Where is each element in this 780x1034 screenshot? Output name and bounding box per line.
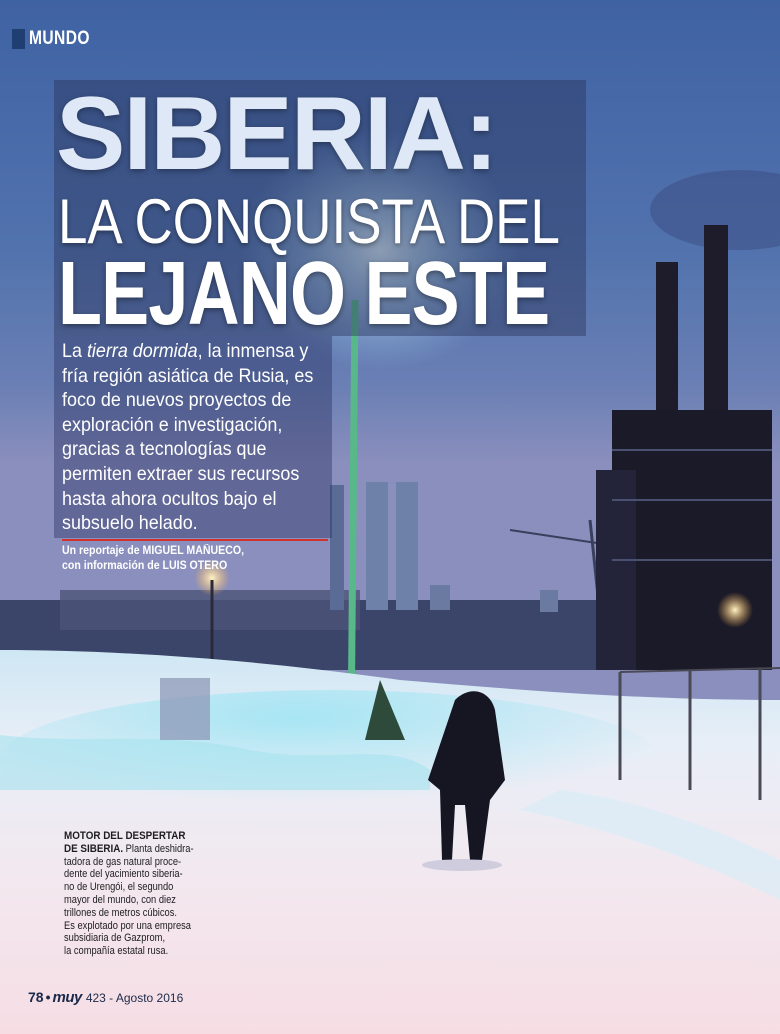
lead-line <box>62 339 338 364</box>
caption-line: Es explotado por una empresa <box>64 919 191 932</box>
caption-line: trillones de metros cúbicos. <box>64 906 177 919</box>
caption-line: tadora de gas natural proce- <box>64 855 182 868</box>
lead-line: fría región asiática de Rusia, es <box>62 364 314 387</box>
section-label: MUNDO <box>29 28 90 49</box>
lead-text: La <box>62 340 87 362</box>
accent-rule <box>62 539 328 541</box>
caption-line: subsidiaria de Gazprom, <box>64 932 166 945</box>
lead-line: subsuelo helado. <box>62 512 198 535</box>
caption-line: no de Urengói, el segundo <box>64 881 174 894</box>
lead-line: exploración e investigación, <box>62 413 283 436</box>
lead-line: hasta ahora ocultos bajo el <box>62 487 277 510</box>
section-tag <box>12 28 103 50</box>
caption-line <box>64 843 194 856</box>
page-number: 78 <box>28 989 44 1005</box>
caption-heading: MOTOR DEL DESPERTAR <box>64 830 186 842</box>
lead-line: permiten extraer sus recursos <box>62 462 300 485</box>
magazine-logo: muy <box>52 989 82 1006</box>
lead-line: gracias a tecnologías que <box>62 438 267 461</box>
page-footer <box>28 989 183 1007</box>
caption-line: la compañía estatal rusa. <box>64 945 169 958</box>
byline <box>62 544 244 573</box>
section-square <box>12 29 25 49</box>
caption-line: mayor del mundo, con diez <box>64 893 176 906</box>
lead-emphasis: tierra dormida <box>86 340 198 362</box>
caption-text: Planta deshidra- <box>123 842 194 855</box>
footer-separator: • <box>45 989 51 1005</box>
headline-line-2: LA CONQUISTA DEL <box>58 187 560 257</box>
headline-line-3: LEJANO ESTE <box>58 244 550 344</box>
lead-paragraph <box>62 339 338 536</box>
issue-info: 423 - Agosto 2016 <box>85 991 184 1005</box>
photo-caption <box>64 830 194 958</box>
caption-heading: DE SIBERIA. <box>64 842 124 855</box>
headline-line-1: SIBERIA: <box>56 76 497 192</box>
byline-line: con información de LUIS OTERO <box>62 559 228 572</box>
lead-line: foco de nuevos proyectos de <box>62 389 292 412</box>
lead-text: , la inmensa y <box>197 340 309 362</box>
caption-line: dente del yacimiento siberia- <box>64 868 183 881</box>
byline-line: Un reportaje de MIGUEL MAÑUECO, <box>62 545 245 557</box>
